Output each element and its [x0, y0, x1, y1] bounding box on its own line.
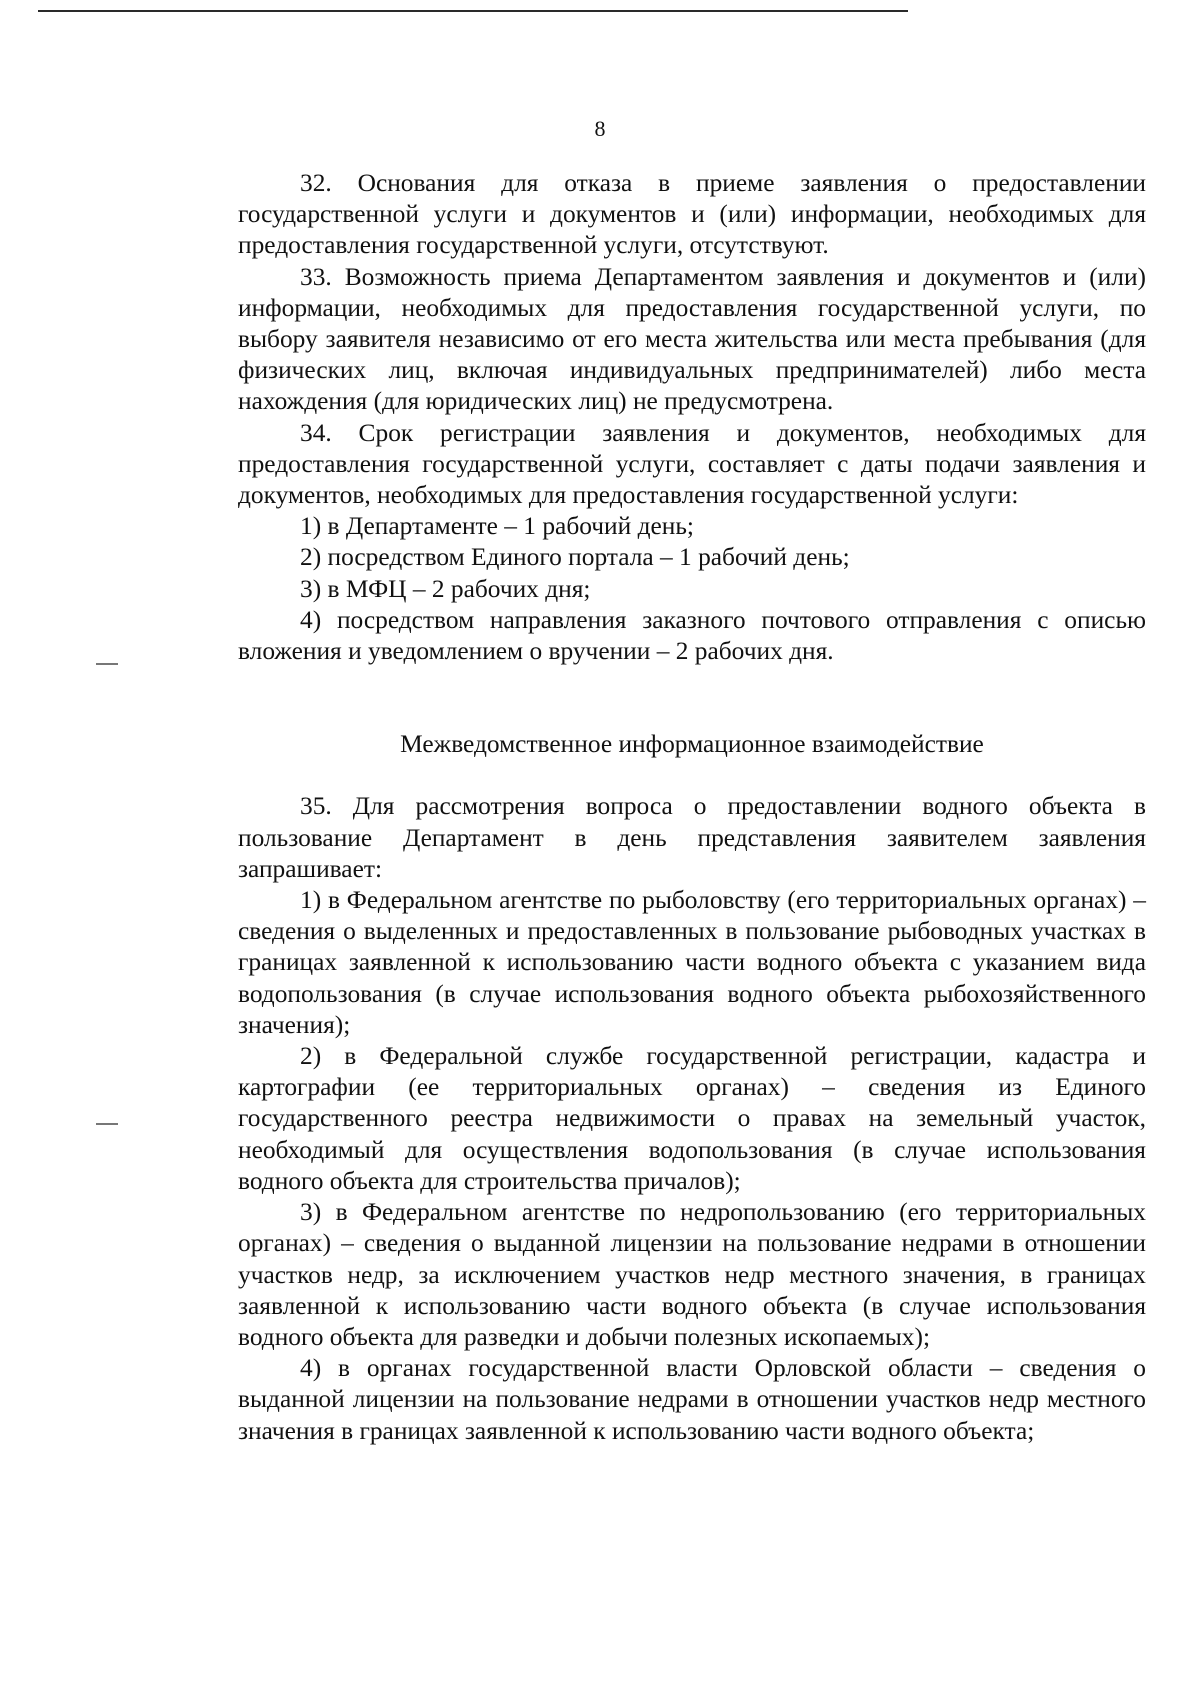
paragraph-35: 35. Для рассмотрения вопроса о предоставлении водного объекта в пользование Департамент в день представления заявителем заявления запрашивает: [238, 792, 1146, 883]
paragraph-33: 33. Возможность приема Департаментом заявления и документов и (или) информации, необходимых для предоставления государственной услуги, по выбору заявителя независимо от его места жительства или места пребывания (для физических лиц, включая индивидуальных предпринимателей) либо места нахождения (для юридических лиц) не предусмотрена. [238, 262, 1146, 416]
scan-mark [96, 663, 118, 665]
list-item: 3) в МФЦ – 2 рабочих дня; [300, 574, 591, 603]
list-item: 4) в органах государственной власти Орловской области – сведения о выданной лицензии на пользование недрами в отношении участков недр местного значения в границах заявленной к использованию части водного объекта; [238, 1354, 1146, 1445]
top-rule [38, 10, 908, 12]
list-item: 4) посредством направления заказного почтового отправления с описью вложения и уведомлением о вручении – 2 рабочих дня. [238, 605, 1146, 666]
scan-mark [96, 1123, 118, 1125]
list-item: 3) в Федеральном агентстве по недропользованию (его территориальных органах) – сведения о выданной лицензии на пользование недрами в отношении участков недр, за исключением участков недр местного значения, в границах заявленной к использованию части водного объекта (в случае использования водного объекта для разведки и добычи полезных ископаемых); [238, 1198, 1146, 1351]
list-item: 2) посредством Единого портала – 1 рабочий день; [300, 543, 850, 572]
list-item: 1) в Департаменте – 1 рабочий день; [300, 512, 694, 541]
paragraph-32: 32. Основания для отказа в приеме заявления о предоставлении государственной услуги и документов и (или) информации, необходимых для предоставления государственной услуги, отсутствуют. [238, 169, 1146, 260]
page-number: 8 [594, 116, 606, 141]
document-body [238, 168, 1146, 1447]
section-heading: Межведомственное информационное взаимодействие [400, 730, 984, 759]
list-item: 1) в Федеральном агентстве по рыболовству (его территориальных органах) – сведения о выделенных и предоставленных в пользование рыбоводных участках в границах заявленной к использованию части водного объекта с указанием вида водопользования (в случае использования водного объекта рыбохозяйственного значения); [238, 886, 1146, 1039]
list-item: 2) в Федеральной службе государственной регистрации, кадастра и картографии (ее территориальных органах) – сведения из Единого государственного реестра недвижимости о правах на земельный участок, необходимый для осуществления водопользования (в случае использования водного объекта для строительства причалов); [238, 1042, 1146, 1195]
paragraph-34: 34. Срок регистрации заявления и документов, необходимых для предоставления государственной услуги, составляет с даты подачи заявления и документов, необходимых для предоставления государственной услуги: [238, 418, 1146, 510]
